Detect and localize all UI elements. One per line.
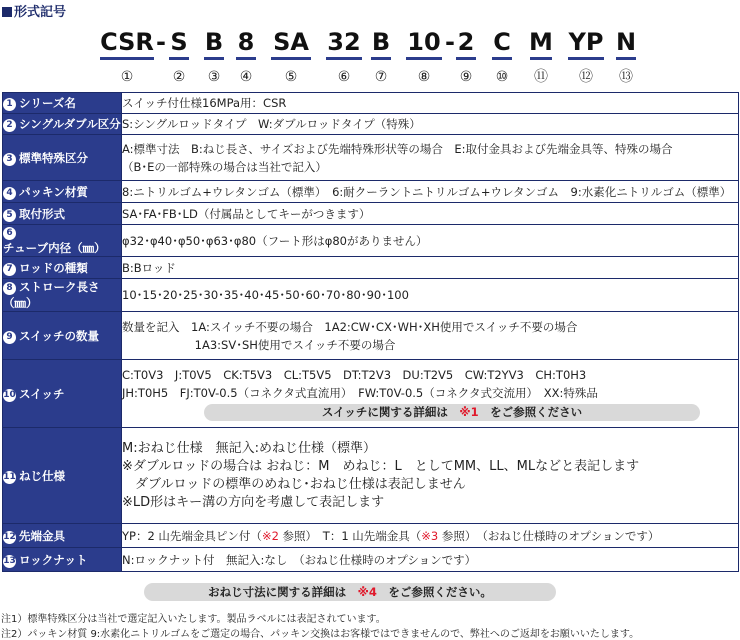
- model-code-row: [0, 0, 740, 90]
- spec-row-bore: 6チューブ内径（㎜） φ32･φ40･φ50･φ63･φ80（フート形はφ80がありません）: [3, 225, 739, 257]
- male-thread-detail-note: おねじ寸法に関する詳細は ※4 をご参照ください。: [144, 583, 556, 601]
- spec-row-packing: 4 パッキン材質 8:ニトリルゴム+ウレタンゴム（標準） 6:耐クーラントニトリルゴム+ウレタンゴム 9:水素化ニトリルゴム（標準）: [3, 181, 739, 203]
- code-segment-2: S ②: [170, 28, 188, 85]
- code-segment-3: B ③: [204, 28, 224, 85]
- code-segment-13: N ⑬: [615, 28, 637, 85]
- spec-row-rod-kind: 7 ロッドの種類 B:Bロッド: [3, 257, 739, 279]
- spec-table: [2, 92, 739, 572]
- spec-row-rod-type: 2 シングルダブル区分 S:シングルロッドタイプ W:ダブルロッドタイプ（特殊）: [3, 114, 739, 135]
- code-segment-10: C ⑩: [493, 28, 511, 85]
- code-segment-1: CSR ①: [100, 28, 154, 85]
- spec-row-lock-nut: 13 ロックナット N:ロックナット付 無記入:なし （おねじ仕様時のオプションです）: [3, 548, 739, 572]
- spec-row-standard-special: 3 標準特殊区分 A:標準寸法 B:ねじ長さ、サイズおよび先端特殊形状等の場合 E:取付金具および先端金具等、特殊の場合 （B･Eの一部特殊の場合は当社で記入）: [3, 135, 739, 181]
- code-segment-8: 10 ⑧: [407, 28, 441, 85]
- code-dash: -: [156, 28, 166, 56]
- footnote-1: 注1）標準特殊区分は当社で選定記入いたします。製品ラベルには表記されています。: [1, 614, 386, 625]
- footnote-2: 注2）パッキン材質 9:水素化ニトリルゴムをご選定の場合、パッキン交換はお客様ではできませんので、弊社へのご返却をお願いいたします。: [1, 629, 640, 640]
- code-segment-9: 2 ⑨: [457, 28, 475, 85]
- code-segment-4: 8 ④: [237, 28, 255, 85]
- code-segment-12: YP ⑫: [568, 28, 604, 85]
- code-segment-7: B ⑦: [371, 28, 391, 85]
- code-segment-11: M ⑪: [529, 28, 553, 85]
- code-dash: -: [445, 28, 455, 56]
- section-title: 形式記号: [2, 1, 66, 20]
- spec-row-rod-end: 12 先端金具 YP：2 山先端金具ピン付（※2 参照） T：1 山先端金具（※3 参照） （おねじ仕様時のオプションです）: [3, 524, 739, 548]
- spec-row-stroke: 8 ストローク長さ（㎜） 10･15･20･25･30･35･40･45･50･60･70･80･90･100: [3, 279, 739, 312]
- spec-row-switch: 10 スイッチ C:T0V3 J:T0V5 CK:T5V3 CL:T5V5 DT:T2V3 DU:T2V5 CW:T2YV3 CH:T0H3 JH:T0H5 FJ:T0V-0.5（コネクタ式直流用） FW:T0V-0.5（コネクタ式交流用） XX:特殊品 スイッチに関する詳細は ※1 をご参照ください: [3, 360, 739, 428]
- spec-row-mounting: 5 取付形式 SA･FA･FB･LD（付属品としてキーがつきます）: [3, 203, 739, 225]
- spec-row-thread: 11 ねじ仕様 M:おねじ仕様 無記入:めねじ仕様（標準） ※ダブルロッドの場合は おねじ：M めねじ：L としてMM、LL、MLなどと表記します ダブルロッドの標準のめねじ･おねじ仕様は表記しません ※LD形はキー溝の方向を考慮して表記します: [3, 428, 739, 524]
- spec-row-switch-count: 9 スイッチの数量 数量を記入 1A:スイッチ不要の場合 1A2:CW･CX･WH･XH使用でスイッチ不要の場合 1A3:SV･SH使用でスイッチ不要の場合: [3, 312, 739, 360]
- spec-row-series: 1 シリーズ名 スイッチ付仕様16MPa用：CSR: [3, 93, 739, 114]
- switch-detail-note: スイッチに関する詳細は ※1 をご参照ください: [204, 404, 700, 421]
- code-segment-6: 32 ⑥: [327, 28, 361, 85]
- code-segment-5: SA ⑤: [269, 27, 313, 88]
